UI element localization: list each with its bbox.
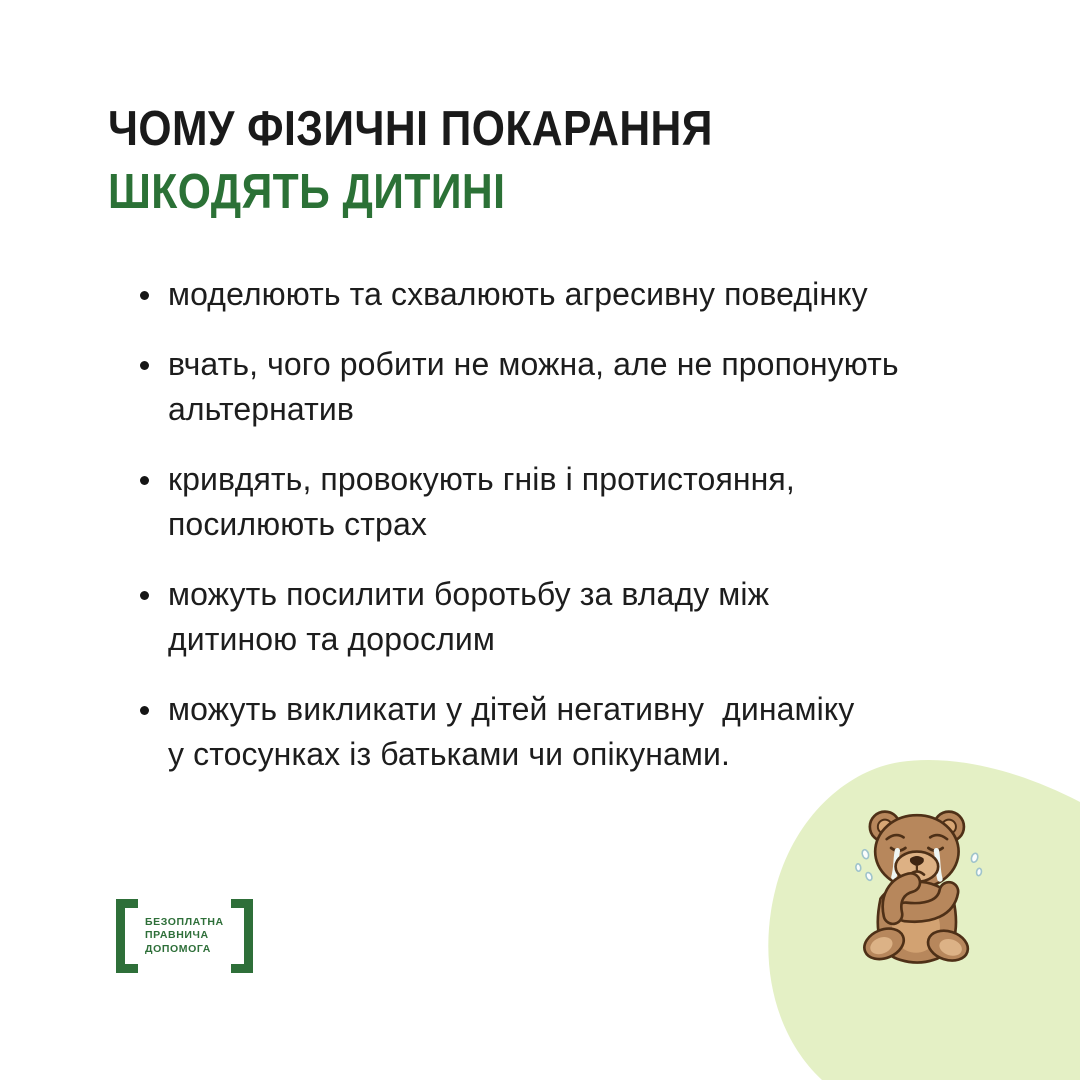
list-item: [140, 342, 1000, 432]
bullet-line: у стосунках із батьками чи опікунами.: [168, 736, 730, 772]
bullet-dot: [140, 591, 149, 600]
crying-teddy-bear-illustration: [845, 799, 987, 968]
bullet-line: кривдять, провокують гнів і протистояння,: [168, 461, 795, 497]
bullet-line: вчать, чого робити не можна, але не пропонують: [168, 346, 899, 382]
bullet-line: дитиною та дорослим: [168, 621, 495, 657]
bullet-dot: [140, 361, 149, 370]
bullet-line: посилюють страх: [168, 506, 427, 542]
page-title: [108, 98, 803, 224]
list-item-text: [168, 687, 854, 777]
bullet-line: можуть викликати у дітей негативну динаміку: [168, 691, 855, 727]
bullet-line: альтернатив: [168, 391, 354, 427]
list-item: [140, 572, 1000, 662]
list-item-text: [168, 572, 769, 662]
list-item-text: [168, 342, 899, 432]
list-item: [140, 687, 1000, 777]
right-bracket-icon: [231, 899, 253, 973]
bullet-dot: [140, 291, 149, 300]
logo-line: ПРАВНИЧА: [145, 929, 209, 942]
logo-text: [138, 899, 231, 973]
list-item: [140, 457, 1000, 547]
title-line-1: ЧОМУ ФІЗИЧНІ ПОКАРАННЯ: [108, 102, 713, 156]
left-bracket-icon: [116, 899, 138, 973]
list-item: [140, 272, 1000, 317]
bullet-line: моделюють та схвалюють агресивну поведінку: [168, 276, 868, 312]
logo-line: БЕЗОПЛАТНА: [145, 915, 224, 928]
list-item-text: [168, 272, 868, 317]
legal-aid-logo: [116, 899, 253, 973]
bullet-dot: [140, 706, 149, 715]
logo-line: ДОПОМОГА: [145, 942, 211, 955]
list-item-text: [168, 457, 795, 547]
bullet-line: можуть посилити боротьбу за владу між: [168, 576, 770, 612]
title-line-2: ШКОДЯТЬ ДИТИНІ: [108, 165, 506, 219]
reasons-list: [140, 272, 1000, 802]
bullet-dot: [140, 476, 149, 485]
